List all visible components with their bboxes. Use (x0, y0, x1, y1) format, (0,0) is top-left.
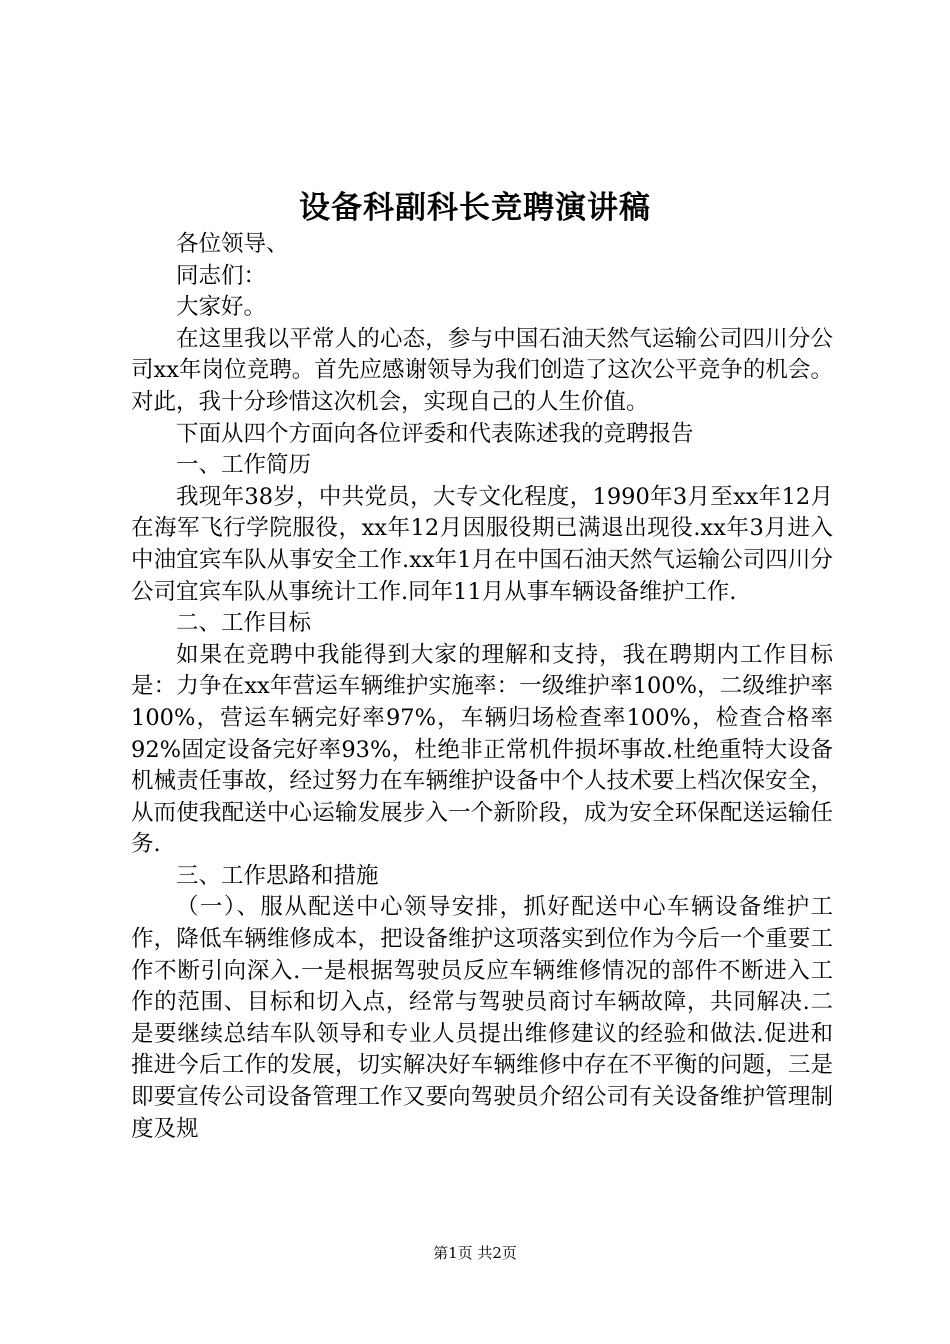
section-heading: 三、工作思路和措施 (176, 862, 379, 889)
document-body (131, 229, 833, 1145)
body-paragraph: 我现年38岁，中共党员，大专文化程度，1990年3月至xx年12月在海军飞行学院服役，xx年12月因服役期已满退出现役.xx年3月进入中油宜宾车队从事安全工作.xx年1月在中国石油天然气运输公司四川分公司宜宾车队从事统计工作.同年11月从事车辆设备维护工作. (131, 483, 833, 605)
section-heading: 一、工作简历 (176, 452, 312, 479)
page-footer: 第1页 共2页 (433, 1244, 517, 1262)
salutation-line: 同志们： (176, 262, 267, 289)
body-paragraph: （一）、服从配送中心领导安排，抓好配送中心车辆设备维护工作，降低车辆维修成本，把设备维护这项落实到位作为今后一个重要工作不断引向深入.一是根据驾驶员反应车辆维修情况的部件不断进入工作的范围、目标和切入点，经常与驾驶员商讨车辆故障，共同解决.二是要继续总结车队领导和专业人员提出维修建议的经验和做法.促进和推进今后工作的发展，切实解决好车辆维修中存在不平衡的问题，三是即要宣传公司设备管理工作又要向驾驶员介绍公司有关设备维护管理制度及规 (131, 894, 833, 1142)
body-paragraph: 如果在竞聘中我能得到大家的理解和支持，我在聘期内工作目标是：力争在xx年营运车辆维护实施率：一级维护率100%，二级维护率100%，营运车辆完好率97%，车辆归场检查率100%，检查合格率92%固定设备完好率93%，杜绝非正常机件损坏事故.杜绝重特大设备机械责任事故，经过努力在车辆维护设备中个人技术要上档次保安全，从而使我配送中心运输发展步入一个新阶段，成为安全环保配送运输任务. (131, 641, 833, 858)
section-heading: 二、工作目标 (176, 610, 312, 637)
document-title: 设备科副科长竞聘演讲稿 (299, 190, 651, 226)
greeting-line: 大家好。 (176, 294, 267, 321)
body-paragraph: 在这里我以平常人的心态，参与中国石油天然气运输公司四川分公司xx年岗位竞聘。首先应感谢领导为我们创造了这次公平竞争的机会。对此，我十分珍惜这次机会，实现自己的人生价值。 (131, 325, 833, 415)
body-paragraph: 下面从四个方面向各位评委和代表陈述我的竞聘报告 (176, 420, 694, 447)
salutation-line: 各位领导、 (176, 231, 289, 257)
